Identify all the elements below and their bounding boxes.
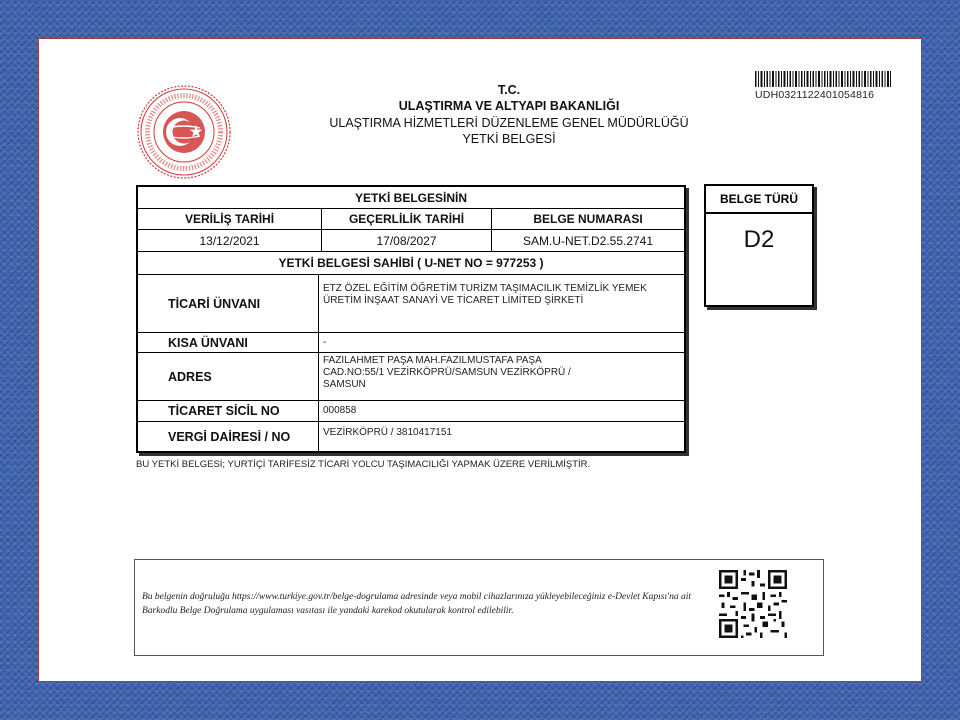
document-type-label: BELGE TÜRÜ bbox=[706, 186, 812, 214]
trade-name-label: TİCARİ ÜNVANI bbox=[168, 296, 261, 311]
field-row-short-name bbox=[138, 333, 684, 353]
tax-office-value: VEZİRKÖPRÜ / 3810417151 bbox=[323, 427, 452, 438]
trade-name-value: ETZ ÖZEL EĞİTİM ÖĞRETİM TURİZM TAŞIMACILIK TEMİZLİK YEMEK ÜRETİM İNŞAAT SANAYİ VE TİCARET LİMİTED ŞİRKETİ bbox=[323, 283, 647, 306]
table-values-row bbox=[138, 230, 684, 252]
column-header-issue-date: VERİLİŞ TARİHİ bbox=[184, 212, 275, 226]
trade-registry-label: TİCARET SİCİL NO bbox=[168, 404, 280, 418]
trade-registry-value: 000858 bbox=[323, 405, 357, 416]
field-row-address bbox=[138, 353, 684, 401]
header-directorate: ULAŞTIRMA HİZMETLERİ DÜZENLEME GENEL MÜDÜRLÜĞÜ bbox=[329, 116, 689, 130]
certificate-page bbox=[38, 38, 922, 682]
ministry-seal-icon bbox=[136, 84, 232, 180]
verification-text: Bu belgenin doğruluğu https://www.turkiye.gov.tr/belge-dogrulama adresinde veya mobil cihazlarınıza yükleyebileceğiniz e-Devlet Kapısı'na ait Barkodlu Belge Doğrulama uygulaması vasıtası ile yandaki karekod okutularak kontrol edilebilir. bbox=[142, 592, 692, 616]
certificate-note: BU YETKİ BELGESİ; YURTİÇİ TARİFESİZ TİCARİ YOLCU TAŞIMACILIĞI YAPMAK ÜZERE VERİLMİŞTİR. bbox=[136, 459, 591, 470]
issue-date-value: 13/12/2021 bbox=[199, 233, 260, 248]
barcode-number: UDH0321122401054816 bbox=[755, 89, 875, 101]
address-value: FAZILAHMET PAŞA MAH.FAZILMUSTAFA PAŞA CAD.NO:55/1 VEZİRKÖPRÜ/SAMSUN VEZİRKÖPRÜ / SAMSUN bbox=[323, 355, 571, 390]
field-row-trade-registry bbox=[138, 401, 684, 422]
header-document-title: YETKİ BELGESİ bbox=[462, 132, 556, 146]
tax-office-label: VERGİ DAİRESİ / NO bbox=[168, 429, 291, 444]
column-header-document-number: BELGE NUMARASI bbox=[533, 212, 643, 226]
table-header-row bbox=[138, 209, 684, 230]
short-name-value: - bbox=[323, 336, 327, 348]
header-ministry: ULAŞTIRMA VE ALTYAPI BAKANLIĞI bbox=[398, 99, 620, 113]
document-type-value: D2 bbox=[743, 226, 775, 253]
holder-title: YETKİ BELGESİ SAHİBİ ( U-NET NO = 977253 ) bbox=[278, 256, 544, 270]
document-type-box bbox=[704, 184, 814, 307]
table-title: YETKİ BELGESİNİN bbox=[354, 190, 467, 205]
verification-box bbox=[134, 559, 824, 656]
validity-date-value: 17/08/2027 bbox=[376, 233, 437, 248]
barcode-icon bbox=[755, 71, 891, 87]
holder-title-row bbox=[138, 252, 684, 275]
document-number-value: SAM.U-NET.D2.55.2741 bbox=[522, 233, 654, 248]
certificate-table bbox=[136, 185, 686, 453]
qr-code-icon[interactable] bbox=[719, 570, 787, 638]
column-header-validity-date: GEÇERLİLİK TARİHİ bbox=[348, 212, 465, 226]
field-row-tax-office bbox=[138, 422, 684, 451]
field-row-trade-name bbox=[138, 275, 684, 333]
table-title-row bbox=[138, 187, 684, 209]
header-tc: T.C. bbox=[497, 83, 521, 97]
address-label: ADRES bbox=[168, 369, 212, 384]
short-name-label: KISA ÜNVANI bbox=[168, 335, 248, 350]
